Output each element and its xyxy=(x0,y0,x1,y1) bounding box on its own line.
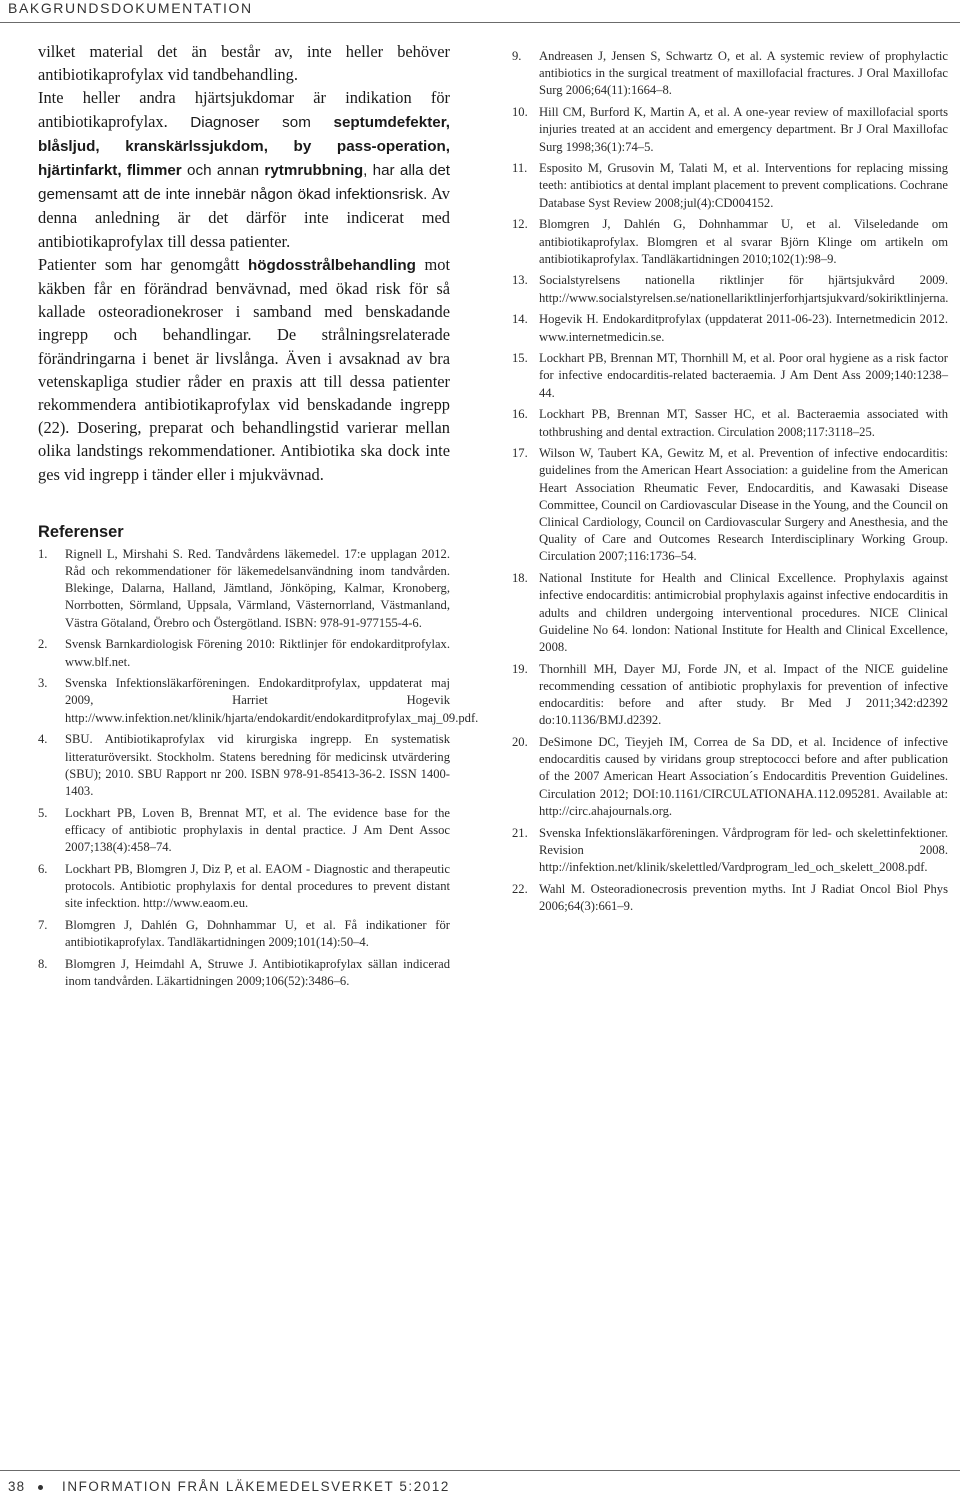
reference-item: 17. Wilson W, Taubert KA, Gewitz M, et al. Prevention of infective endocarditis: guidelines from the American Heart Association: a guideline from the American Heart Association Rheumatic Fever, Endocarditis, and Kawasaki Disease Committee, Council on Cardiovascular Disease in the Young, and the Council on Clinical Cardiology, Council on Cardiovascular Surgery and Anesthesia, and the Quality of Care and Outcomes Research Interdisciplinary Working Group. Circulation 2007;116:1736–54. xyxy=(512,446,948,564)
reference-item: 18. National Institute for Health and Clinical Excellence. Prophylaxis against infective endocarditis: antimicrobial prophylaxis against infective endocarditis in adults and children undergoing interventional procedures. NICE Clinical Guideline No 64. london: National Institute for Health and Clinical Excellence, 2008. xyxy=(512,571,948,654)
reference-list-left xyxy=(38,546,479,990)
reference-item: 6. Lockhart PB, Blomgren J, Diz P, et al. EAOM - Diagnostic and therapeutic protocols. Antibiotic prophylaxis for dental procedures to prevent distant site infecktion. http://www.eaom.eu. xyxy=(38,861,450,911)
paragraph-2: Inte heller andra hjärtsjukdomar är indikation för antibiotikaprofylax. Diagnoser som septumdefekter, blåsljud, kranskärlssjukdom, by pass-operation, hjärtinfarkt, flimmer och annan rytmrubbning, har alla det gemensamt att de inte innebär någon ökad infektionsrisk. Av denna anledning är det därför inte indicerat med antibiotikaprofylax till dessa patienter. xyxy=(38,88,450,251)
bullet-dot-icon xyxy=(38,1485,43,1490)
page-footer xyxy=(0,1470,960,1498)
reference-item: 12. Blomgren J, Dahlén G, Dohnhammar U, et al. Vilseledande om antibiotikaprofylax. Blomgren et al svarar Björn Klinge om artikeln om antibiotikaprofylax. Tandläkartidningen 2010;102(1):98–9. xyxy=(512,217,948,266)
reference-item: 14. Hogevik H. Endokarditprofylax (uppdaterat 2011-06-23). Internetmedicin 2012. www.internetmedicin.se. xyxy=(512,312,948,344)
reference-item: 21. Svenska Infektionsläkarföreningen. Vårdprogram för led- och skelettinfektioner. Revision 2008. http://infektion.net/klinik/skelettled/Vardprogram_led_och_skelett_2008.pdf. xyxy=(512,825,948,874)
reference-item: 4. SBU. Antibiotikaprofylax vid kirurgiska ingrepp. En systematisk litteraturöversikt. Stockholm. Statens beredning för medicinsk utvärdering (SBU); 2010. SBU Rapport nr 200. ISBN 978-91-85413-36-2. ISSN 1400-1403. xyxy=(38,732,450,798)
reference-item: 11. Esposito M, Grusovin M, Talati M, et al. Interventions for replacing missing teeth: antibiotics at dental implant placement to prevent complications. Cochrane Database Syst Review 2008;jul(4):CD004152. xyxy=(512,161,948,210)
reference-item: 9. Andreasen J, Jensen S, Schwartz O, et al. A systemic review of prophylactic antibiotics in the surgical treatment of maxillofacial fractures. J Oral Maxillofac Surg 2006;64(11):1664–8. xyxy=(512,49,948,98)
references-heading: Referenser xyxy=(38,522,124,541)
right-column xyxy=(512,40,948,920)
reference-item: 5. Lockhart PB, Loven B, Brennat MT, et al. The evidence base for the efficacy of antibiotic prophylaxis in dental practice. J Am Dent Assoc 2007;138(4):458–74. xyxy=(38,805,450,855)
left-column xyxy=(38,40,479,995)
reference-item: 19. Thornhill MH, Dayer MJ, Forde JN, et al. Impact of the NICE guideline recommending cessation of antibiotic prophylaxis for prevention of infective endocarditis: before and after study. Br Med J 2011;342:d2392 do:10.1136/BMJ.d2392. xyxy=(512,661,948,728)
section-label: BAKGRUNDSDOKUMENTATION xyxy=(8,0,253,16)
reference-item: 13. Socialstyrelsens nationella riktlinjer för hjärtsjukvård 2009. http://www.socialstyrelsen.se/nationellariktlinjerforhjartsjukvard/sokiriktlinjerna. xyxy=(512,273,949,305)
page-number: 38 xyxy=(8,1479,26,1494)
paragraph-3: Patienter som har genomgått högdosstrålbehandling mot käkben får en förändrad benvävnad, med ökad risk för så kallade osteoradionekroser i samband med benskadande ingrepp och behandlingar. De strålningsrelaterade förändringarna i benet är livslånga. Även i avsaknad av bra vetenskapliga studier råder en praxis att till dessa patienter rekommendera antibiotikaprofylax vid benskadande ingrepp (22). Dosering, preparat och behandlingstid varierar mellan olika landstings rekommendationer. Antibiotika ska dock inte ges vid ingrepp i tänder eller i mjukvävnad. xyxy=(38,254,450,484)
reference-item: 22. Wahl M. Osteoradionecrosis prevention myths. Int J Radiat Oncol Biol Phys 2006;64(3):661–9. xyxy=(512,881,948,913)
reference-item: 20. DeSimone DC, Tieyjeh IM, Correa de Sa DD, et al. Incidence of infective endocarditis caused by viridans group streptococci before and after publication of the 2007 American Heart Association´s Endocarditis Prevention Guidelines. Circulation 2012; DOI:10.1161/CIRCULATIONAHA.112.095281. Available at: http://circ.ahajournals.org. xyxy=(512,735,948,818)
reference-item: 2. Svensk Barnkardiologisk Förening 2010: Riktlinjer för endokarditprofylax. www.blf.net. xyxy=(38,637,450,669)
reference-item: 15. Lockhart PB, Brennan MT, Thornhill M, et al. Poor oral hygiene as a risk factor for infective endocarditis-related bacteraemia. J Am Dent Ass 2009;140:1238–44. xyxy=(512,351,948,400)
reference-item: 16. Lockhart PB, Brennan MT, Sasser HC, et al. Bacteraemia associated with tothbrushing and dental extraction. Circulation 2008;117:3118–25. xyxy=(512,407,948,439)
reference-list-right xyxy=(512,48,948,915)
page-header xyxy=(0,0,960,23)
reference-item: 3. Svenska Infektionsläkarföreningen. Endokarditprofylax, uppdaterat maj 2009, Harriet Hogevik http://www.infektion.net/klinik/hjarta/endokardit/endokarditprofylax_maj_09.pdf. xyxy=(38,676,479,725)
reference-item: 8. Blomgren J, Heimdahl A, Struwe J. Antibiotikaprofylax sällan indicerad inom tandvården. Läkartidningen 2009;106(52):3486–6. xyxy=(38,956,450,989)
paragraph-1: vilket material det än består av, inte heller behöver antibiotikaprofylax vid tandbehandling. xyxy=(38,42,450,85)
reference-item: 7. Blomgren J, Dahlén G, Dohnhammar U, et al. Få indikationer för antibiotikaprofylax. Tandläkartidningen 2009;101(14):50–4. xyxy=(38,917,450,950)
publication-title: INFORMATION FRÅN LÄKEMEDELSVERKET 5:2012 xyxy=(62,1479,450,1494)
reference-item: 10. Hill CM, Burford K, Martin A, et al. A one-year review of maxillofacial sports injuries treated at an accident and emergency department. Br J Oral Maxillofac Surg 1998;36(1):74–5. xyxy=(512,105,948,154)
body-text xyxy=(38,40,450,486)
reference-item: 1. Rignell L, Mirshahi S. Red. Tandvårdens läkemedel. 17:e upplagan 2012. Råd och rekommendationer för läkemedelsanvändning inom tandvården. Blekinge, Dalarna, Halland, Jämtland, Jönköping, Kalmar, Kronoberg, Norrbotten, Sörmland, Uppsala, Värmland, Västernorrland, Västmanland, Västra Götaland, Örebro och Östergötland. ISBN: 978-91-977155-4-6. xyxy=(38,546,450,630)
